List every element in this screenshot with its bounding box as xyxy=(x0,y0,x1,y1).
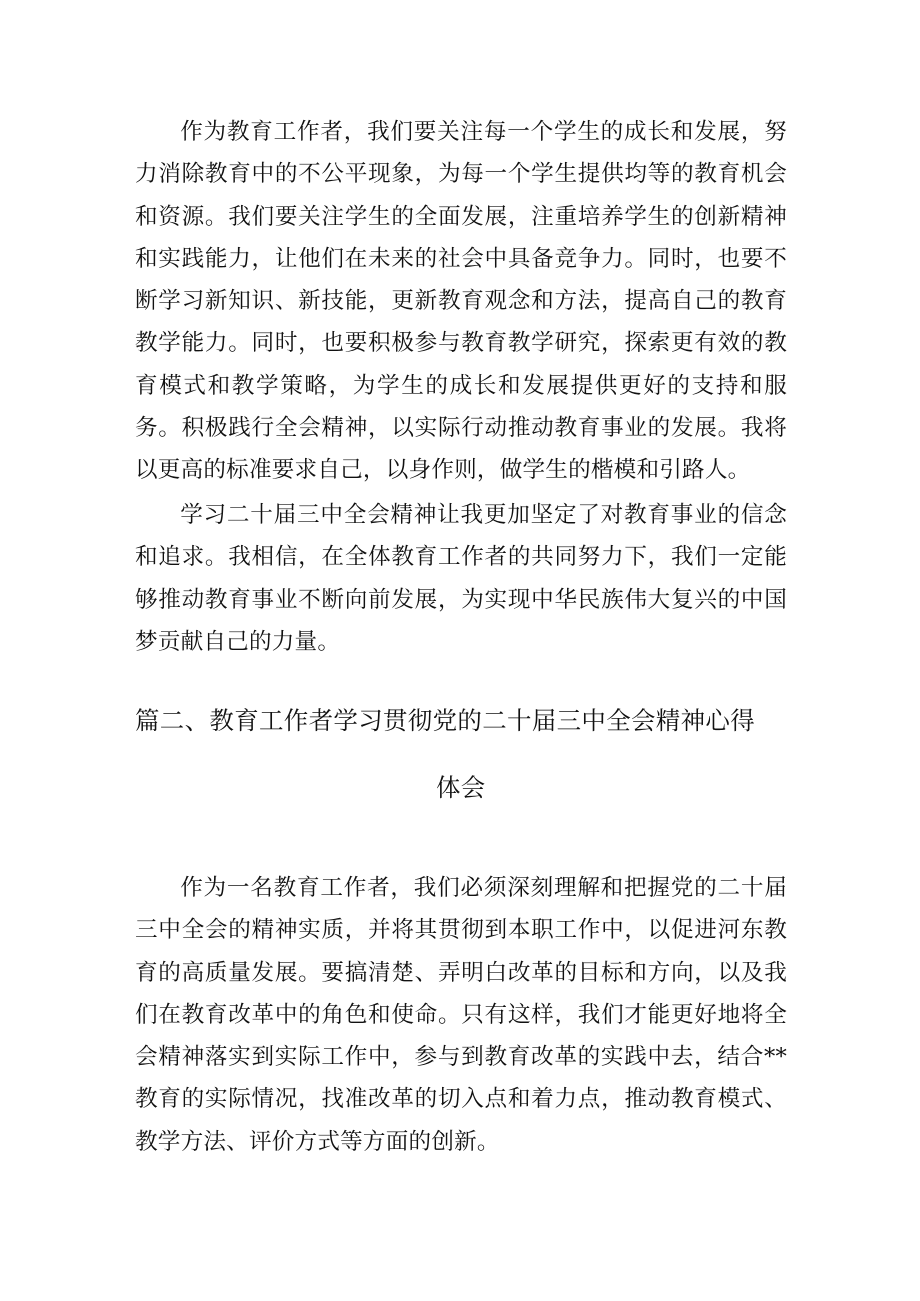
body-paragraph-1: 作为教育工作者，我们要关注每一个学生的成长和发展，努力消除教育中的不公平现象，为每一个学生提供均等的教育机会和资源。我们要关注学生的全面发展，注重培养学生的创新精神和实践能力，让他们在未来的社会中具备竞争力。同时，也要不断学习新知识、新技能，更新教育观念和方法，提高自己的教育教学能力。同时，也要积极参与教育教学研究，探索更有效的教育模式和教学策略，为学生的成长和发展提供更好的支持和服务。积极践行全会精神，以实际行动推动教育事业的发展。我将以更高的标准要求自己，以身作则，做学生的楷模和引路人。 xyxy=(135,119,787,484)
body-paragraph-2: 学习二十届三中全会精神让我更加坚定了对教育事业的信念和追求。我相信，在全体教育工作者的共同努力下，我们一定能够推动教育事业不断向前发展，为实现中华民族伟大复兴的中国梦贡献自己的力量。 xyxy=(135,502,787,655)
section-heading-line-1: 篇二、教育工作者学习贯彻党的二十届三中全会精神心得 xyxy=(135,706,755,735)
section-heading-line-2: 体会 xyxy=(436,773,486,802)
body-paragraph-3: 作为一名教育工作者，我们必须深刻理解和把握党的二十届三中全会的精神实质，并将其贯彻到本职工作中，以促进河东教育的高质量发展。要搞清楚、弄明白改革的目标和方向，以及我们在教育改革中的角色和使命。只有这样，我们才能更好地将全会精神落实到实际工作中，参与到教育改革的实践中去，结合**教育的实际情况，找准改革的切入点和着力点，推动教育模式、教学方法、评价方式等方面的创新。 xyxy=(135,875,787,1155)
